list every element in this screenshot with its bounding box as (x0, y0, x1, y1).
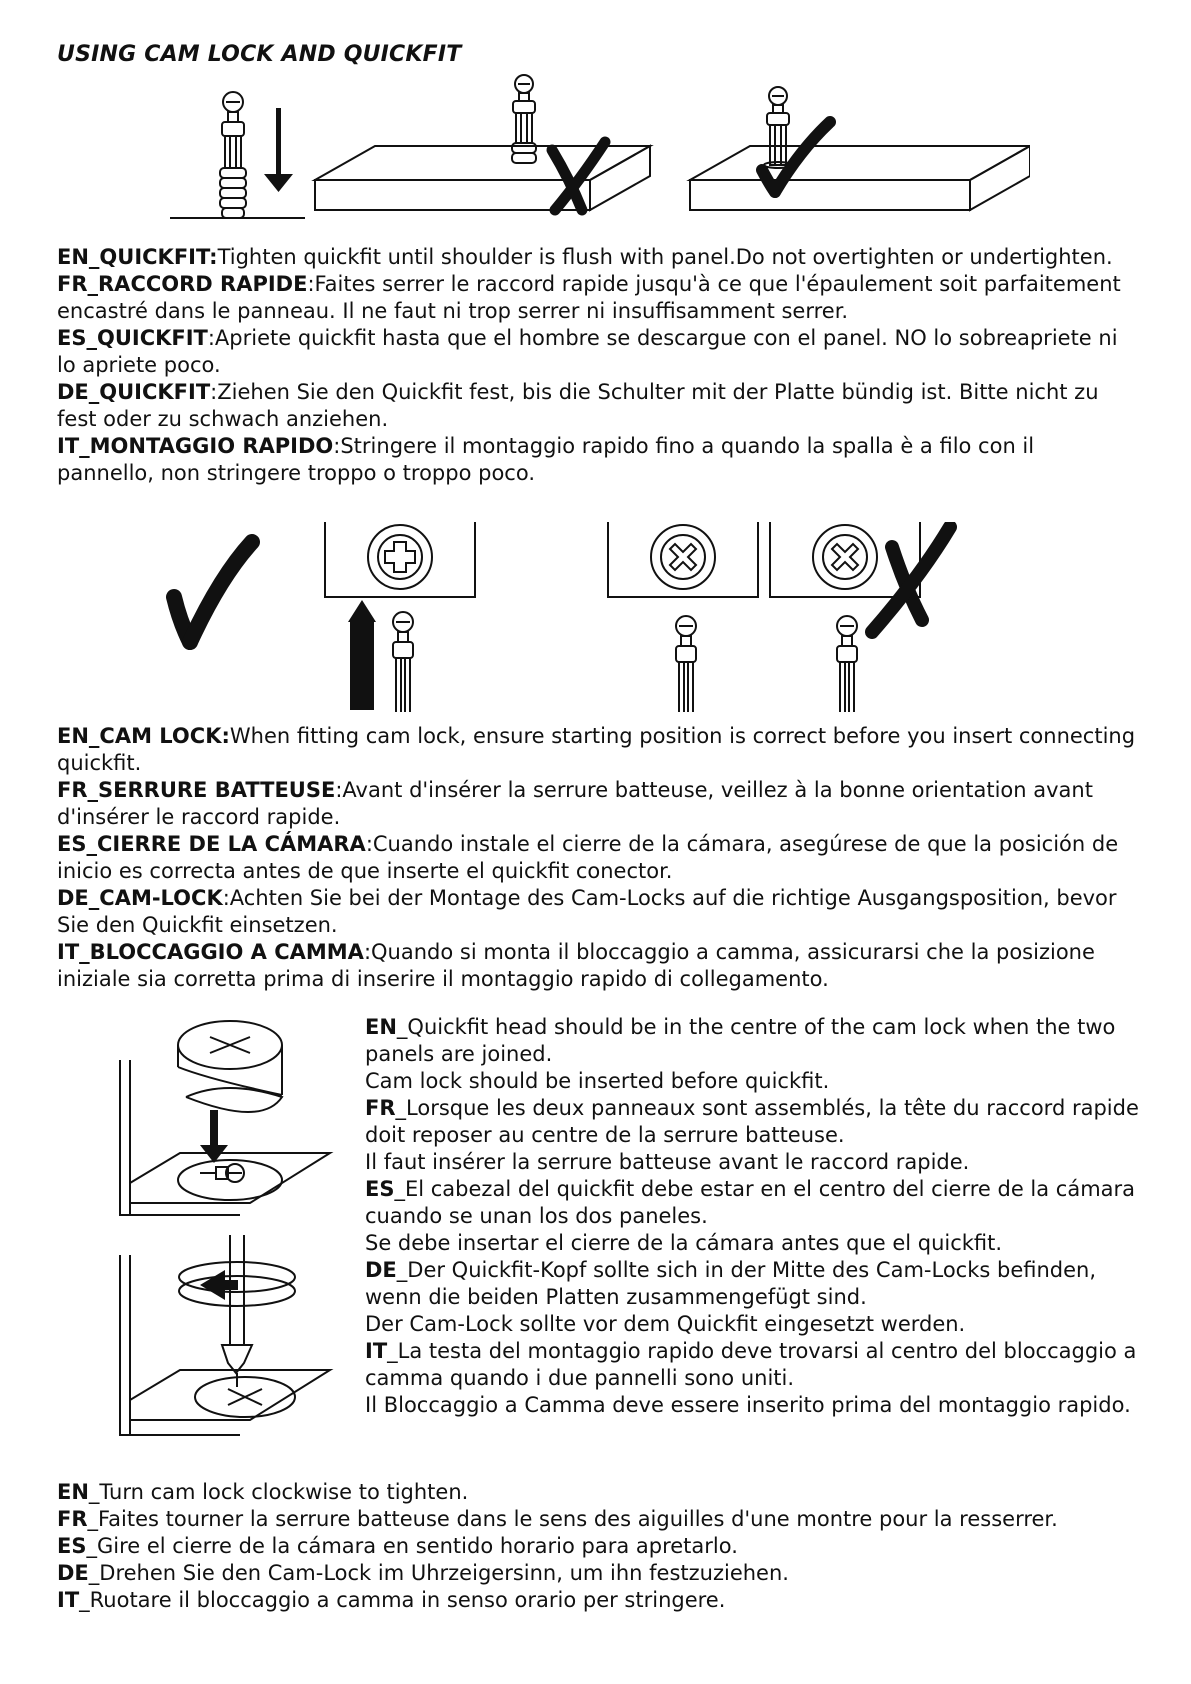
lang-label: DE (57, 1561, 89, 1585)
instruction-text: _Turn cam lock clockwise to tighten. (88, 1480, 469, 1504)
camlock-de (57, 885, 1137, 939)
camlock-figure (160, 522, 1040, 712)
lang-label: DE_CAM-LOCK (57, 886, 223, 910)
centre-text (365, 1014, 1140, 1419)
lang-label: FR (365, 1096, 396, 1120)
lang-label: DE_QUICKFIT (57, 380, 211, 404)
check-mark-icon (762, 122, 830, 192)
panel-corner (120, 1060, 330, 1215)
instruction-text: Il faut insérer la serrure batteuse avant le raccord rapide. (365, 1150, 970, 1174)
quickfit-en (57, 244, 1137, 271)
camlock-x-icon (651, 525, 715, 589)
turn-fr (57, 1506, 1137, 1533)
screwdriver-icon (222, 1235, 252, 1387)
instruction-text: _Gire el cierre de la cámara en sentido horario para apretarlo. (86, 1534, 738, 1558)
camlock-x-icon (813, 525, 877, 589)
centre-de (365, 1257, 1140, 1311)
instruction-text: :Ziehen Sie den Quickfit fest, bis die Schulter mit der Platte bündig ist. Bitte nicht zu fest oder zu schwach anziehen. (57, 380, 1099, 431)
quickfit-flush-icon (764, 87, 792, 168)
cam-lock-icon (178, 1021, 282, 1112)
instruction-text: Cam lock should be inserted before quickfit. (365, 1069, 830, 1093)
quickfit-diagram (150, 70, 1030, 235)
lang-label: DE (365, 1258, 397, 1282)
instruction-text: _Der Quickfit-Kopf sollte sich in der Mitte des Cam-Locks befinden, wenn die beiden Platten zusammengefügt sind. (365, 1258, 1097, 1309)
lang-label: EN_QUICKFIT: (57, 245, 218, 269)
cross-mark-icon (872, 527, 950, 632)
lang-label: IT_MONTAGGIO RAPIDO (57, 434, 334, 458)
camlock-es (57, 831, 1137, 885)
instruction-text: _Quickfit head should be in the centre of the cam lock when the two panels are joined. (365, 1015, 1116, 1066)
quickfit-es (57, 325, 1137, 379)
camlock-en (57, 723, 1137, 777)
lang-label: ES (57, 1534, 87, 1558)
turn-text (57, 1479, 1137, 1614)
centre-it (365, 1338, 1140, 1392)
insertion-figure (110, 1015, 360, 1445)
check-mark-icon (174, 542, 252, 642)
instruction-text: _La testa del montaggio rapido deve trovarsi al centro del bloccaggio a camma quando i due pannelli sono uniti. (365, 1339, 1137, 1390)
instruction-text: Der Cam-Lock sollte vor dem Quickfit eingesetzt werden. (365, 1312, 966, 1336)
instruction-text: :Faites serrer le raccord rapide jusqu'à ce que l'épaulement soit parfaitement encastré dans le panneau. Il ne faut ni trop serrer ni insuffisamment serrer. (57, 272, 1121, 323)
quickfit-figure (150, 70, 1030, 235)
quickfit-protruding-icon (512, 75, 536, 163)
quickfit-it (57, 433, 1137, 487)
panel-correct (690, 146, 1030, 210)
lang-label: IT_BLOCCAGGIO A CAMMA (57, 940, 364, 964)
panel-box-wrong-1 (608, 522, 758, 597)
camlock-text (57, 723, 1137, 993)
camlock-diagram (160, 522, 1040, 712)
instruction-text: _Lorsque les deux panneaux sont assemblés, la tête du raccord rapide doit reposer au centre de la serrure batteuse. (365, 1096, 1139, 1147)
instruction-text: _Drehen Sie den Cam-Lock im Uhrzeigersinn, um ihn festzuziehen. (88, 1561, 789, 1585)
arrow-down-icon (200, 1110, 228, 1163)
camlock-fr (57, 777, 1137, 831)
instruction-text: Tighten quickfit until shoulder is flush with panel.Do not overtighten or undertighten. (217, 245, 1113, 269)
turn-de (57, 1560, 1137, 1587)
quickfit-fr (57, 271, 1137, 325)
lang-label: FR_SERRURE BATTEUSE (57, 778, 336, 802)
camlock-plus-icon (368, 525, 432, 589)
instruction-text: :Stringere il montaggio rapido fino a quando la spalla è a filo con il pannello, non stringere troppo o troppo poco. (57, 434, 1035, 485)
lang-label: ES (365, 1177, 395, 1201)
lang-label: FR (57, 1507, 88, 1531)
instruction-text: Se debe insertar el cierre de la cámara antes que el quickfit. (365, 1231, 1003, 1255)
turn-es (57, 1533, 1137, 1560)
centre-en (365, 1014, 1140, 1068)
arrow-up-icon (348, 600, 376, 710)
panel-box-correct (325, 522, 475, 597)
instruction-text: :Avant d'insérer la serrure batteuse, veillez à la bonne orientation avant d'insérer le raccord rapide. (57, 778, 1093, 829)
arrow-down-icon (264, 108, 293, 192)
lang-label: IT (365, 1339, 388, 1363)
instruction-text: When fitting cam lock, ensure starting position is correct before you insert connecting quickfit. (57, 724, 1136, 775)
instruction-text: _El cabezal del quickfit debe estar en el centro del cierre de la cámara cuando se unan los dos paneles. (365, 1177, 1136, 1228)
centre-fr (365, 1095, 1140, 1149)
insertion-diagram (110, 1015, 360, 1445)
instruction-text: _Ruotare il bloccaggio a camma in senso orario per stringere. (79, 1588, 726, 1612)
quickfit-de (57, 379, 1137, 433)
turn-en (57, 1479, 1137, 1506)
quickfit-screw-icon (393, 612, 413, 712)
lang-label: EN (57, 1480, 89, 1504)
quickfit-screw-icon (837, 616, 857, 712)
instruction-text: _Faites tourner la serrure batteuse dans le sens des aiguilles d'une montre pour la resserrer. (87, 1507, 1058, 1531)
lang-label: IT (57, 1588, 80, 1612)
lang-label: ES_QUICKFIT (57, 326, 208, 350)
lang-label: EN_CAM LOCK: (57, 724, 230, 748)
instruction-text: :Apriete quickfit hasta que el hombre se descargue con el panel. NO lo sobreapriete ni lo apriete poco. (57, 326, 1118, 377)
instruction-text: Il Bloccaggio a Camma deve essere inserito prima del montaggio rapido. (365, 1393, 1131, 1417)
quickfit-text (57, 244, 1137, 487)
instruction-text: :Achten Sie bei der Montage des Cam-Locks auf die richtige Ausgangsposition, bevor Sie den Quickfit einsetzen. (57, 886, 1117, 937)
camlock-it (57, 939, 1137, 993)
instruction-text: :Quando si monta il bloccaggio a camma, assicurarsi che la posizione iniziale sia corretta prima di inserire il montaggio rapido di collegamento. (57, 940, 1095, 991)
lang-label: ES_CIERRE DE LA CÁMARA (57, 832, 366, 856)
centre-es (365, 1176, 1140, 1230)
lang-label: EN (365, 1015, 397, 1039)
page-title: USING CAM LOCK AND QUICKFIT (57, 42, 462, 67)
quickfit-screw-icon (676, 616, 696, 712)
quickfit-head-icon (200, 1164, 244, 1182)
instruction-text: :Cuando instale el cierre de la cámara, asegúrese de que la posición de inicio es correcta antes de que inserte el quickfit conector. (57, 832, 1119, 883)
quickfit-screw-icon (220, 92, 246, 218)
lang-label: FR_RACCORD RAPIDE (57, 272, 308, 296)
rotate-arrow-icon (200, 1270, 238, 1300)
turn-it (57, 1587, 1137, 1614)
